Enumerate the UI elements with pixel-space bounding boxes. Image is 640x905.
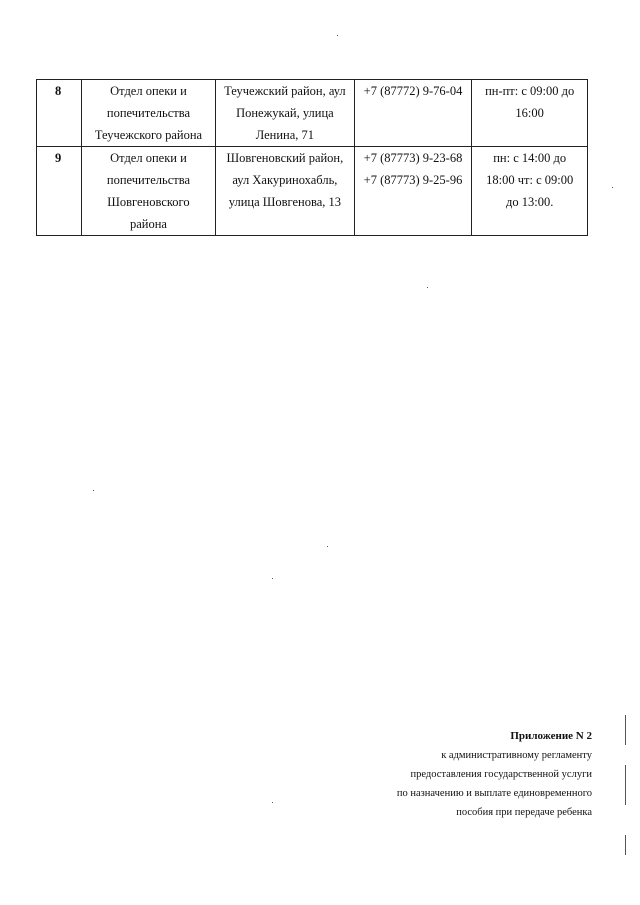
appendix-line: к административному регламенту [441,750,592,761]
scan-speck [337,35,338,36]
address-line: Ленина, 71 [255,128,315,142]
office-name-cell [81,147,215,236]
office-hours-cell [472,147,588,236]
office-name-line: Отдел опеки и [110,84,187,98]
phone-number: +7 (87773) 9-23-68 [363,151,463,165]
hours-line: до 13:00. [506,195,554,209]
hours-line: 18:00 чт: с 09:00 [486,173,574,187]
office-name-line: Теучежского района [94,128,203,142]
scan-speck [93,490,94,491]
scan-speck [327,546,328,547]
office-address-cell [216,80,355,147]
address-line: Шовгеновский район, [226,151,344,165]
hours-line: 16:00 [515,106,544,120]
address-line: аул Хакуринохабль, [232,173,338,187]
phone-number: +7 (87773) 9-25-96 [363,173,463,187]
appendix-line: пособия при передаче ребенка [456,807,592,818]
office-name-cell [81,80,215,147]
phone-number: +7 (87772) 9-76-04 [363,84,463,98]
table-row [37,80,588,147]
scan-speck [625,835,626,855]
appendix-title: Приложение N 2 [510,730,592,742]
office-name-line: Шовгеновского [107,195,190,209]
table-row [37,147,588,236]
appendix-line: предоставления государственной услуги [410,769,592,780]
address-line: Понежукай, улица [236,106,334,120]
scan-speck [625,715,626,745]
office-name-line: Отдел опеки и [110,151,187,165]
row-number-cell [37,80,82,147]
scan-speck [427,287,428,288]
scan-speck [625,765,626,805]
address-line: Теучежский район, аул [224,84,346,98]
office-hours-cell [472,80,588,147]
guardianship-offices-table [36,79,588,236]
scan-speck [272,578,273,579]
row-number: 9 [55,151,62,165]
office-phone-cell [354,147,472,236]
appendix-line: по назначению и выплате единовременного [396,788,592,799]
office-address-cell [216,147,355,236]
office-name-line: района [129,217,167,231]
address-line: улица Шовгенова, 13 [228,195,342,209]
appendix-header [332,727,592,822]
office-name-line: попечительства [106,106,190,120]
scan-speck [272,802,273,803]
office-name-line: попечительства [106,173,190,187]
office-phone-cell [354,80,472,147]
hours-line: пн-пт: с 09:00 до [485,84,575,98]
hours-line: пн: с 14:00 до [493,151,567,165]
scan-speck [612,187,613,188]
row-number-cell [37,147,82,236]
row-number: 8 [55,84,62,98]
